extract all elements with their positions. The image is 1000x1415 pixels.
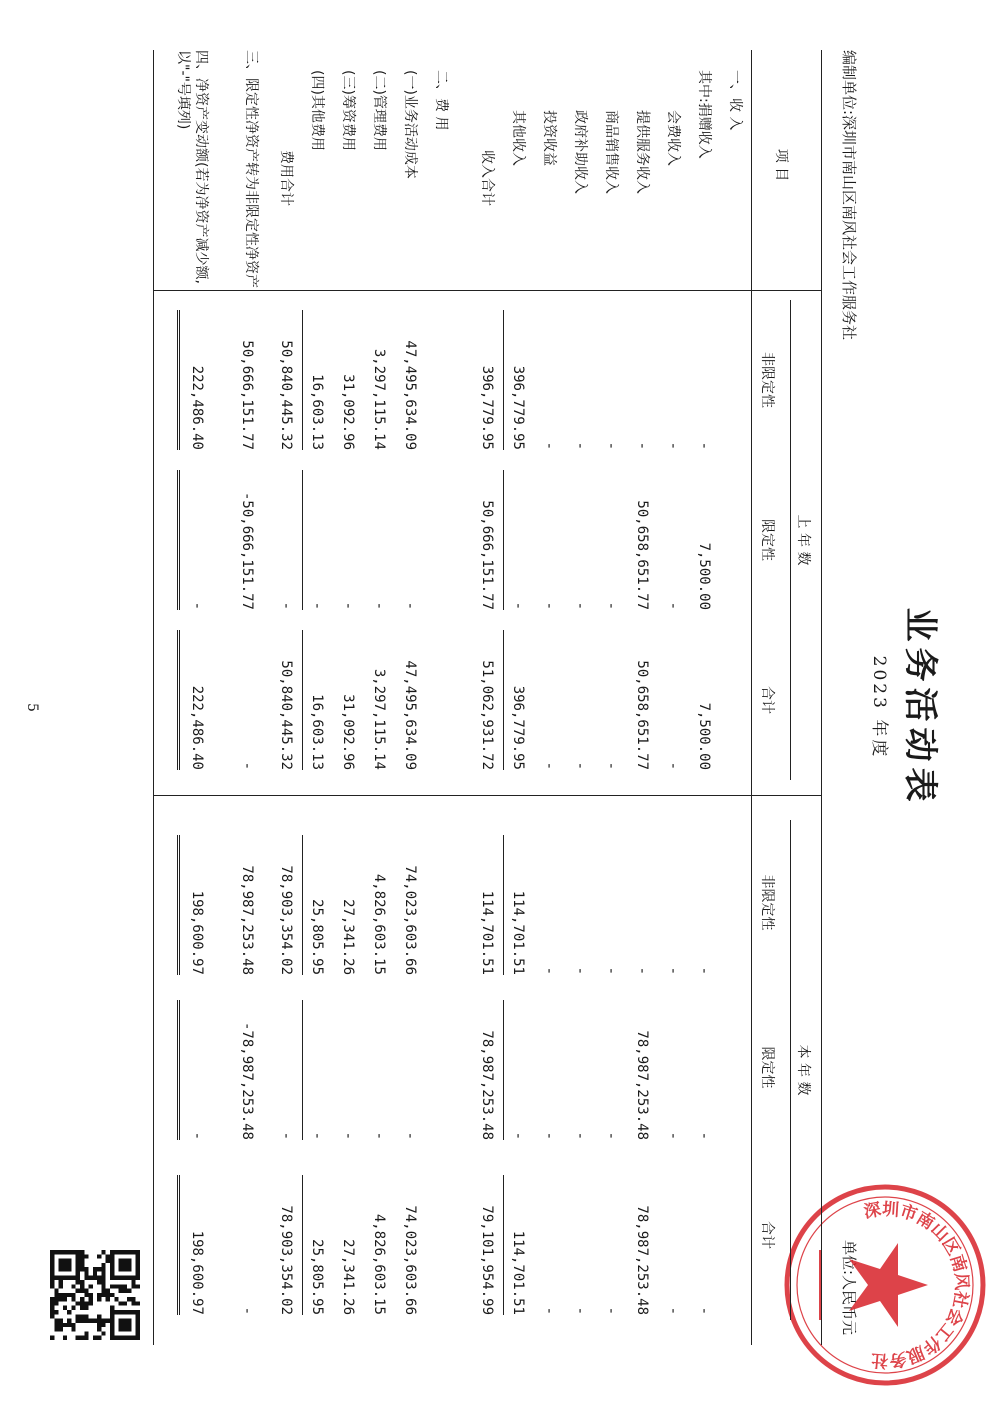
report-year: 2023 年度 [869,655,889,760]
cell-current-restricted: 78,987,253.48 [634,1030,650,1140]
header-current-unrestricted: 非限定性 [759,874,775,931]
header-current-total: 合计 [759,1221,775,1249]
table-row [301,50,332,1345]
subtotal-rule [302,835,303,975]
page-title: 业务活动表 [900,607,940,808]
subtotal-rule [302,1000,303,1140]
cell-current-restricted: - [572,1131,588,1140]
grand-total-rule [177,310,180,450]
cell-prior-unrestricted: 47,495,634.09 [402,340,418,450]
cell-prior-total: - [665,761,681,770]
cell-current-restricted: - [603,1131,619,1140]
cell-current-unrestricted: 4,826,603.15 [371,873,387,975]
grand-total-rule [177,1000,180,1140]
cell-current-restricted: - [278,1131,294,1140]
grand-total-rule [177,470,180,610]
cell-prior-unrestricted: 396,779.95 [479,365,495,450]
cell-current-total: 78,903,354.02 [278,1205,294,1315]
cell-current-restricted: - [371,1131,387,1140]
cell-prior-total: - [541,761,557,770]
cell-prior-unrestricted: 222,486.40 [189,365,205,450]
cell-current-restricted: - [189,1131,205,1140]
cell-prior-unrestricted: 50,666,151.77 [239,340,255,450]
cell-current-restricted: - [541,1131,557,1140]
row-label: 会费收入 [665,110,681,166]
cell-current-unrestricted: 25,805.95 [309,899,325,975]
cell-current-restricted: -78,987,253.48 [239,1021,255,1140]
grand-total-rule [177,630,180,770]
cell-prior-unrestricted: - [696,441,712,450]
cell-prior-total: - [239,761,255,770]
cell-prior-unrestricted: - [603,441,619,450]
cell-current-total: - [696,1306,712,1315]
cell-current-restricted [425,990,456,1140]
cell-current-total: 74,023,603.66 [402,1205,418,1315]
cell-prior-restricted: - [309,601,325,610]
cell-current-unrestricted: - [603,966,619,975]
cell-prior-unrestricted [719,300,750,450]
grand-total-rule [177,1175,180,1315]
column-divider [154,795,822,796]
row-label: 其他收入 [510,110,526,166]
cell-prior-total: 47,495,634.09 [402,660,418,770]
cell-current-unrestricted: 78,903,354.02 [278,865,294,975]
grand-total-rule [177,835,180,975]
cell-current-total [719,1165,750,1315]
cell-prior-restricted: - [603,601,619,610]
row-label: 三、限定性净资产转为非限定性净资产 [243,50,259,288]
cell-current-unrestricted: 78,987,253.48 [239,865,255,975]
cell-prior-restricted: -50,666,151.77 [239,491,255,610]
cell-prior-total: - [572,761,588,770]
cell-current-restricted: 78,987,253.48 [479,1030,495,1140]
cell-current-restricted: - [402,1131,418,1140]
subtotal-rule [503,1175,504,1315]
header-current-restricted: 限定性 [759,1046,775,1089]
cell-prior-unrestricted: 50,840,445.32 [278,340,294,450]
table-row [332,50,363,1345]
row-label: (一)业务活动成本 [402,70,418,179]
cell-current-unrestricted: 74,023,603.66 [402,865,418,975]
row-label: 四、净资产变动额(若为净资产减少额,以"-"号填列) [175,50,209,284]
cell-prior-restricted [425,460,456,610]
cell-prior-restricted: 50,658,651.77 [634,500,650,610]
cell-current-total: - [239,1306,255,1315]
row-label: 其中:捐赠收入 [696,70,712,159]
subtotal-rule [302,1175,303,1315]
table-row [719,50,750,1345]
cell-prior-total: 51,062,931.72 [479,660,495,770]
table-row [394,50,425,1345]
table-row [688,50,719,1345]
cell-prior-restricted: - [340,601,356,610]
cell-current-total: 25,805.95 [309,1239,325,1315]
row-label: 提供服务收入 [634,110,650,194]
cell-current-total: 79,101,954.99 [479,1205,495,1315]
cell-prior-unrestricted: 16,603.13 [309,374,325,450]
header-prior-total: 合计 [759,686,775,714]
cell-current-total: - [665,1306,681,1315]
cell-current-unrestricted: 27,341.26 [340,899,356,975]
cell-current-restricted [719,990,750,1140]
cell-prior-total: 50,840,445.32 [278,660,294,770]
header-prior-restricted: 限定性 [759,519,775,561]
header-prior-unrestricted: 非限定性 [759,352,775,408]
cell-prior-unrestricted: - [541,441,557,450]
row-label: (三)筹资费用 [340,70,356,151]
cell-prior-restricted [719,460,750,610]
cell-prior-total [719,620,750,770]
cell-prior-total: 16,603.13 [309,694,325,770]
cell-current-unrestricted: - [541,966,557,975]
subtotal-rule [503,630,504,770]
cell-prior-restricted: - [541,601,557,610]
cell-prior-unrestricted: 31,092.96 [340,374,356,450]
row-label: 政府补助收入 [572,110,588,194]
table-bottom-rule [153,50,154,1345]
column-divider [154,290,822,291]
table-top-rule [821,50,822,1345]
row-label: 二、费 用 [433,70,449,131]
cell-current-unrestricted: - [696,966,712,975]
cell-prior-unrestricted: - [634,441,650,450]
cell-prior-restricted: - [278,601,294,610]
table-row [231,50,262,1345]
cell-current-total: 198,600.97 [189,1230,205,1315]
cell-prior-restricted: - [510,601,526,610]
table-row [657,50,688,1345]
currency-unit: 单位:人民币元 [840,1239,858,1335]
subtotal-rule [503,1000,504,1140]
cell-prior-restricted: 50,666,151.77 [479,500,495,610]
table-row [270,50,301,1345]
cell-current-unrestricted [425,825,456,975]
row-label: 商品销售收入 [603,110,619,194]
cell-current-restricted: - [510,1131,526,1140]
cell-prior-total: 31,092.96 [340,694,356,770]
subtotal-rule [503,310,504,450]
cell-current-total: - [603,1306,619,1315]
row-label: 费用合计 [278,150,294,206]
row-label: 一、收 入 [727,70,743,131]
cell-current-unrestricted: 198,600.97 [189,890,205,975]
cell-prior-restricted: - [665,601,681,610]
cell-current-unrestricted: - [665,966,681,975]
cell-current-total: 27,341.26 [340,1239,356,1315]
cell-current-unrestricted: 114,701.51 [510,890,526,975]
header-current-year: 本 年 数 [790,820,814,1320]
qr-code-icon [50,1250,140,1340]
subtotal-rule [302,630,303,770]
cell-current-unrestricted: 114,701.51 [479,890,495,975]
table-row [564,50,595,1345]
row-label: 投资收益 [541,110,557,166]
cell-current-restricted: - [309,1131,325,1140]
cell-current-total: - [541,1306,557,1315]
subtotal-rule [503,835,504,975]
cell-prior-restricted: - [371,601,387,610]
table-row [626,50,657,1345]
cell-prior-total: 396,779.95 [510,685,526,770]
cell-prior-total: 3,297,115.14 [371,668,387,770]
cell-current-restricted: - [340,1131,356,1140]
cell-prior-unrestricted [425,300,456,450]
table-row [425,50,456,1345]
header-prior-year: 上 年 数 [790,300,814,780]
table-row [533,50,564,1345]
cell-current-total: 4,826,603.15 [371,1213,387,1315]
subtotal-rule [503,470,504,610]
cell-prior-unrestricted: 396,779.95 [510,365,526,450]
cell-current-total: 114,701.51 [510,1230,526,1315]
table-row [471,50,502,1345]
cell-current-total: 78,987,253.48 [634,1205,650,1315]
header-item: 项 目 [773,148,789,182]
cell-prior-total [425,620,456,770]
cell-prior-restricted: - [402,601,418,610]
cell-prior-unrestricted: 3,297,115.14 [371,348,387,450]
cell-current-unrestricted: - [634,966,650,975]
cell-current-restricted: - [665,1131,681,1140]
table-row [363,50,394,1345]
row-label: (二)管理费用 [371,70,387,151]
table-row [502,50,533,1345]
subtotal-rule [302,470,303,610]
cell-prior-restricted: - [572,601,588,610]
row-label: (四)其他费用 [309,70,325,151]
cell-prior-total: 222,486.40 [189,685,205,770]
table-row [175,50,212,1345]
page-number: 5 [24,703,40,712]
cell-prior-restricted: 7,500.00 [696,542,712,610]
cell-prior-unrestricted: - [572,441,588,450]
subtotal-rule [302,310,303,450]
cell-prior-total: 7,500.00 [696,702,712,770]
cell-prior-restricted: - [189,601,205,610]
cell-prior-total: - [603,761,619,770]
table-row [595,50,626,1345]
cell-prior-unrestricted: - [665,441,681,450]
cell-current-unrestricted [719,825,750,975]
cell-current-total: - [572,1306,588,1315]
row-label: 收入合计 [479,150,495,206]
reporting-entity: 编制单位:深圳市南山区南风社会工作服务社 [840,50,858,341]
seal-text: 深圳市南山区南风社会工作服务社 [862,1199,972,1371]
cell-current-total [425,1165,456,1315]
cell-prior-total: 50,658,651.77 [634,660,650,770]
cell-current-restricted: - [696,1131,712,1140]
header-bottom-rule [751,50,752,1345]
cell-current-unrestricted: - [572,966,588,975]
